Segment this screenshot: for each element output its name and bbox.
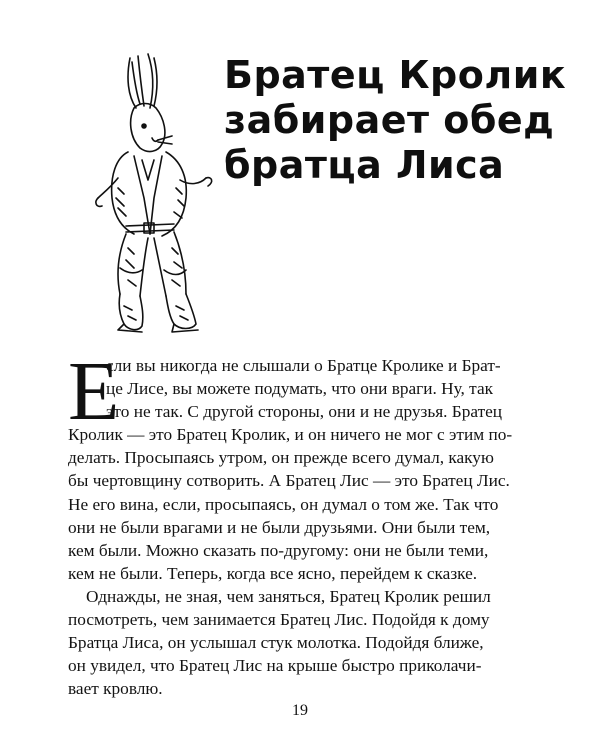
text-line: сли вы никогда не слышали о Братце Кролике и Брат-: [106, 356, 501, 375]
chapter-title-line: Братец Кролик: [224, 53, 567, 97]
text-line: он увидел, что Братец Лис на крыше быстро приколачи-: [68, 656, 482, 676]
text-line: кем не были. Теперь, когда все ясно, перейдем к сказке.: [68, 563, 478, 583]
chapter-title: [224, 53, 567, 188]
chapter-title-line: братца Лиса: [224, 143, 505, 187]
text-line: они не были врагами и не были друзьями. Они были тем,: [68, 517, 491, 537]
rabbit-illustration-icon: [88, 48, 238, 338]
text-line: вает кровлю.: [68, 679, 163, 699]
drop-cap: Е: [68, 345, 120, 438]
text-line: кем были. Можно сказать по-другому: они не были теми,: [68, 540, 489, 560]
body-text: [68, 345, 528, 700]
page-number: 19: [292, 702, 308, 719]
text-line: Не его вина, если, просыпаясь, он думал о том же. Так что: [68, 494, 499, 514]
text-line: посмотреть, чем занимается Братец Лис. Подойдя к дому: [68, 610, 490, 630]
chapter-title-line: забирает обед: [224, 98, 555, 142]
text-line: Кролик — это Братец Кролик, и он ничего не мог с этим по-: [68, 425, 513, 445]
text-line: Братца Лиса, он услышал стук молотка. Подойдя ближе,: [68, 633, 484, 653]
text-line: Однажды, не зная, чем заняться, Братец Кролик решил: [86, 586, 491, 606]
text-line: делать. Просыпаясь утром, он прежде всего думал, какую: [68, 448, 494, 468]
text-line: это не так. С другой стороны, они и не друзья. Братец: [106, 402, 503, 422]
text-line: це Лисе, вы можете подумать, что они враги. Ну, так: [106, 379, 494, 399]
text-line: бы чертовщину сотворить. А Братец Лис — это Братец Лис.: [68, 471, 510, 491]
